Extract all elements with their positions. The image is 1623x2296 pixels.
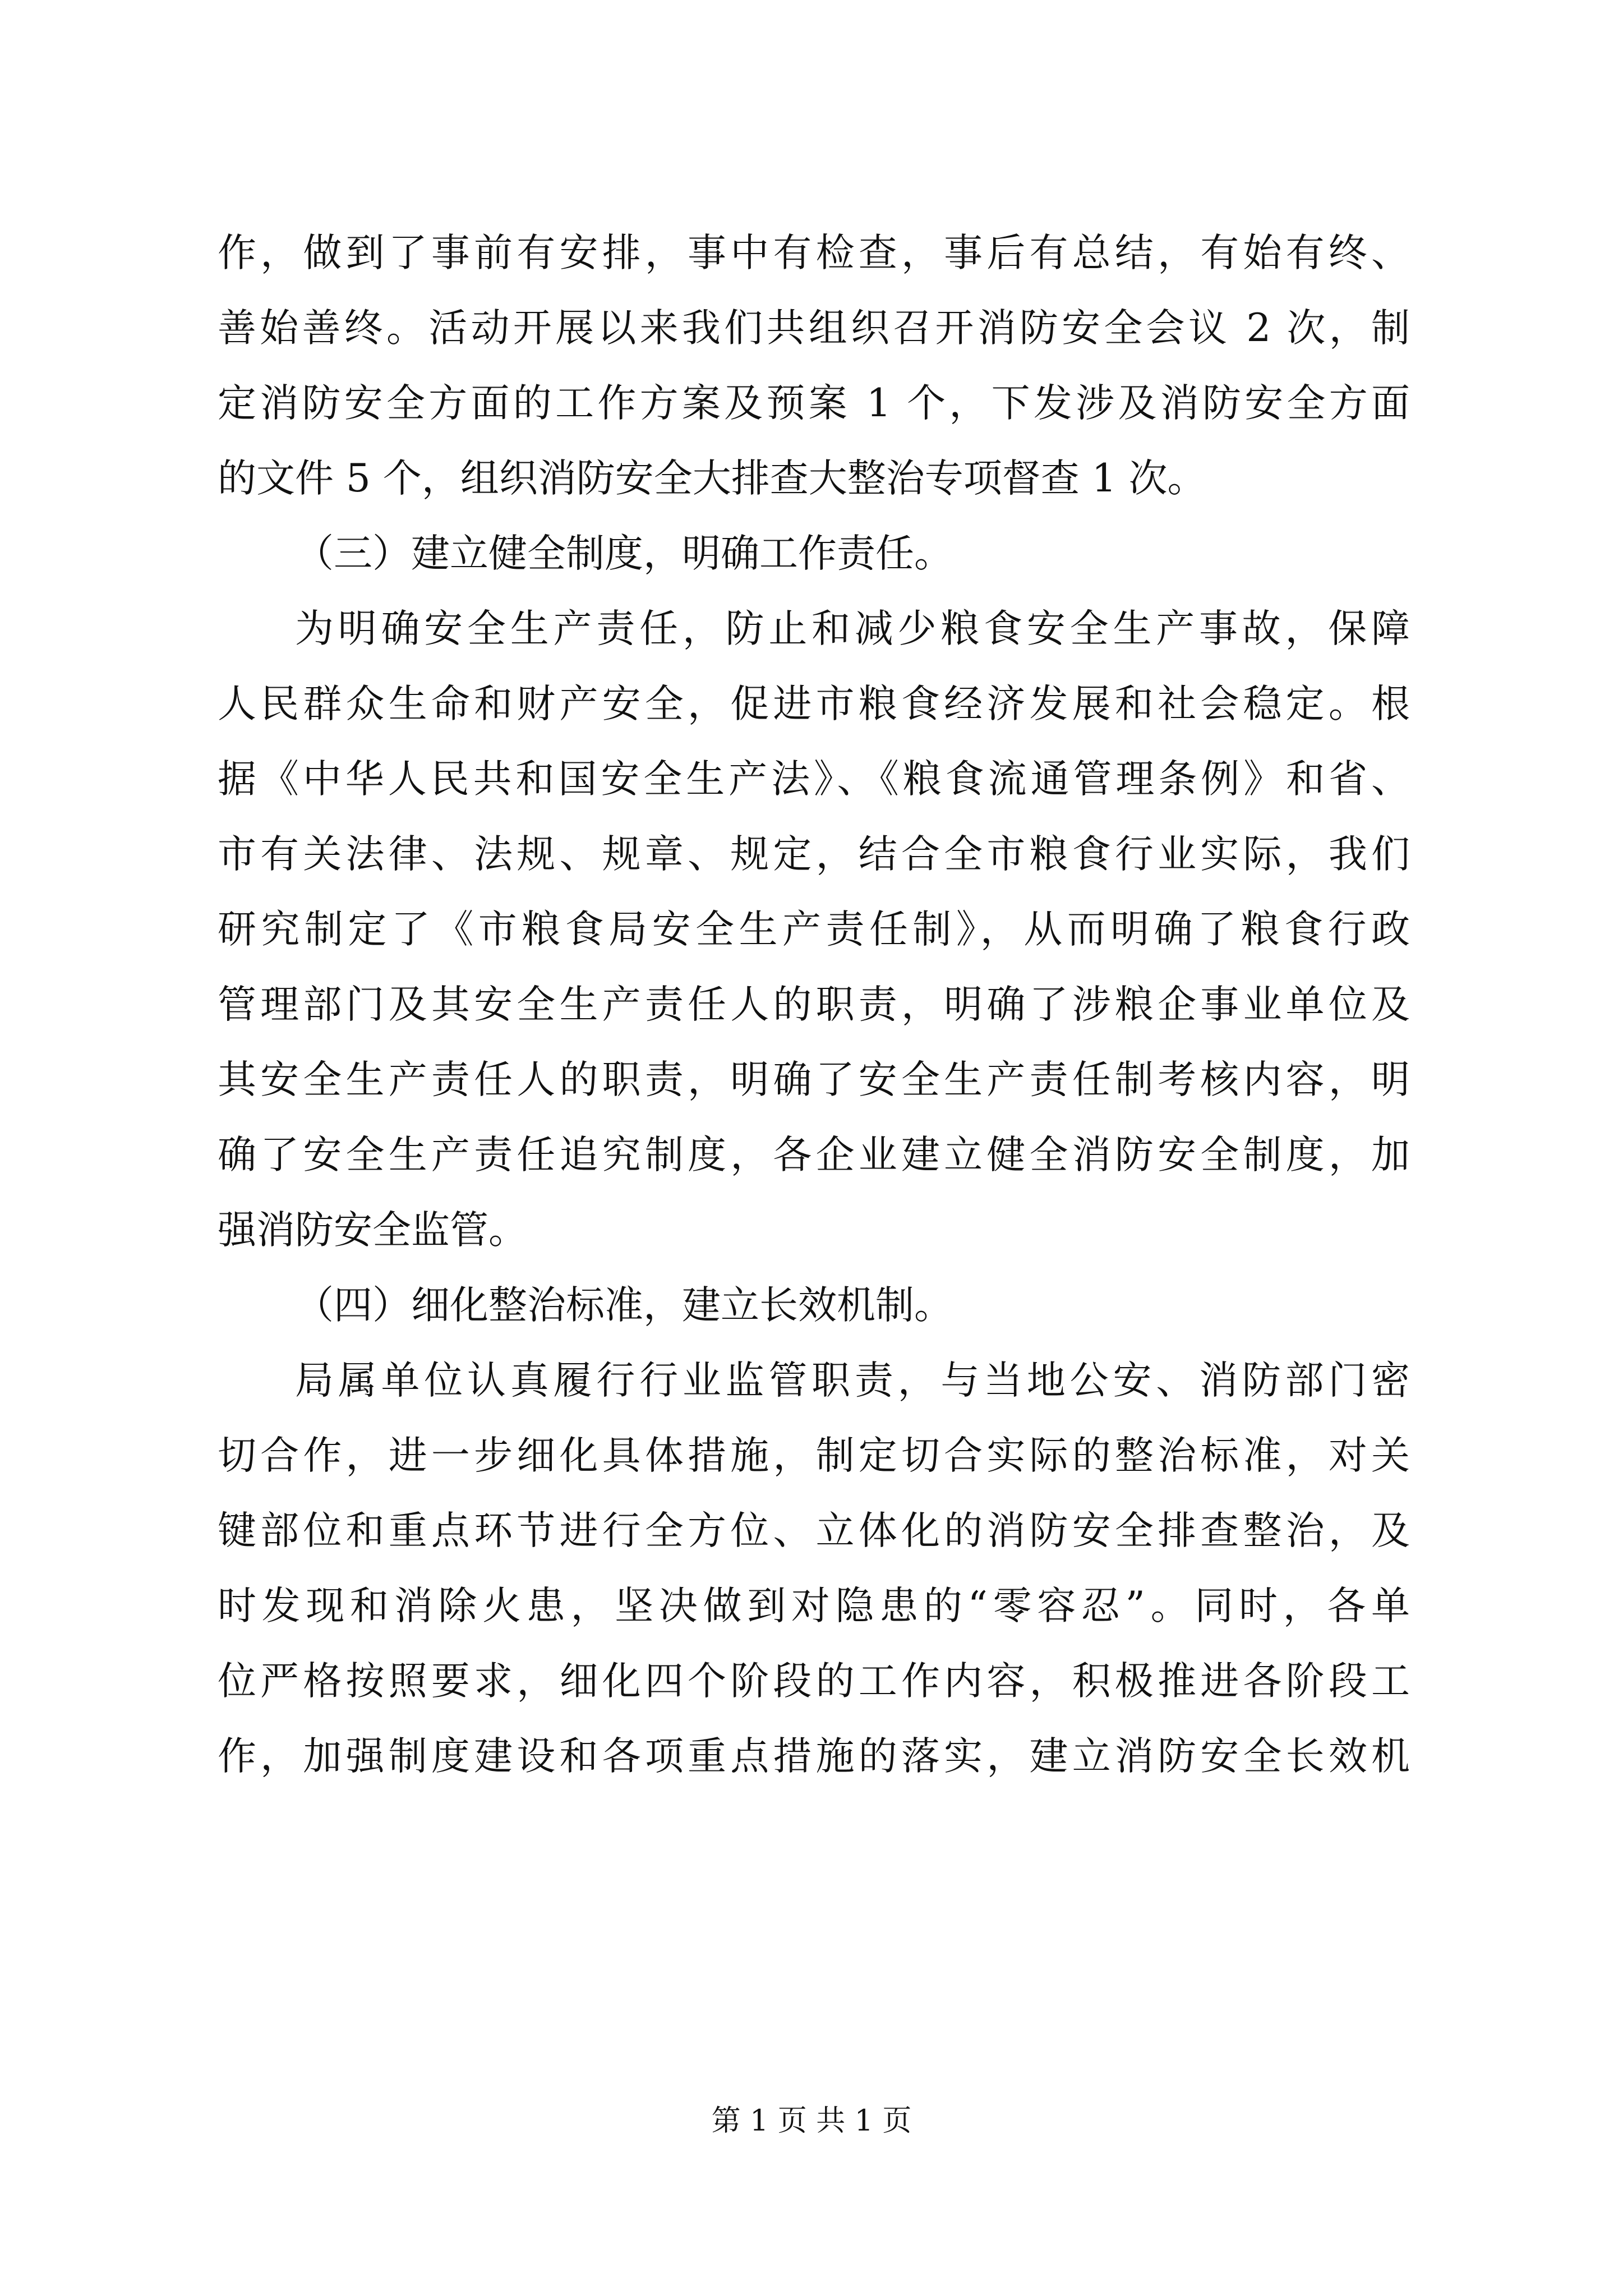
paragraph-line: 局属单位认真履行行业监管职责，与当地公安、消防部门密 [295, 1358, 1410, 1403]
paragraph-line: 作，加强制度建设和各项重点措施的落实，建立消防安全长效机 [218, 1734, 1410, 1779]
body-text [218, 215, 1410, 1794]
paragraph-line: 切合作，进一步细化具体措施，制定切合实际的整治标准，对关 [218, 1433, 1410, 1478]
paragraph-line: 键部位和重点环节进行全方位、立体化的消防安全排查整治，及 [218, 1508, 1410, 1553]
section-heading-4: （四）细化整治标准，建立长效机制。 [295, 1283, 953, 1328]
paragraph-line: 市有关法律、法规、规章、规定，结合全市粮食行业实际，我们 [218, 832, 1410, 877]
paragraph-line: 时发现和消除火患，坚决做到对隐患的“零容忍”。同时，各单 [218, 1584, 1410, 1628]
paragraph-line: 其安全生产责任人的职责，明确了安全生产责任制考核内容，明 [218, 1057, 1410, 1102]
page-footer: 第 1 页 共 1 页 [711, 2104, 912, 2138]
paragraph-line: 据《中华人民共和国安全生产法》、《粮食流通管理条例》和省、 [218, 757, 1410, 802]
paragraph-line: 定消防安全方面的工作方案及预案 1 个，下发涉及消防安全方面 [218, 381, 1410, 426]
paragraph-line: 位严格按照要求，细化四个阶段的工作内容，积极推进各阶段工 [218, 1659, 1410, 1704]
paragraph-line: 作，做到了事前有安排，事中有检查，事后有总结，有始有终、 [218, 231, 1410, 275]
paragraph-line: 的文件 5 个，组织消防安全大排查大整治专项督查 1 次。 [218, 456, 1206, 501]
paragraph-line: 善始善终。活动开展以来我们共组织召开消防安全会议 2 次，制 [218, 306, 1410, 351]
section-heading-3: （三）建立健全制度，明确工作责任。 [295, 531, 953, 576]
paragraph-line: 确了安全生产责任追究制度，各企业建立健全消防安全制度，加 [218, 1133, 1410, 1177]
paragraph-line: 为明确安全生产责任，防止和减少粮食安全生产事故，保障 [295, 606, 1410, 651]
paragraph-line: 研究制定了《市粮食局安全生产责任制》，从而明确了粮食行政 [218, 907, 1410, 952]
paragraph-line: 强消防安全监管。 [218, 1208, 527, 1253]
paragraph-line: 管理部门及其安全生产责任人的职责，明确了涉粮企事业单位及 [218, 982, 1410, 1027]
paragraph-line: 人民群众生命和财产安全，促进市粮食经济发展和社会稳定。根 [218, 682, 1410, 726]
